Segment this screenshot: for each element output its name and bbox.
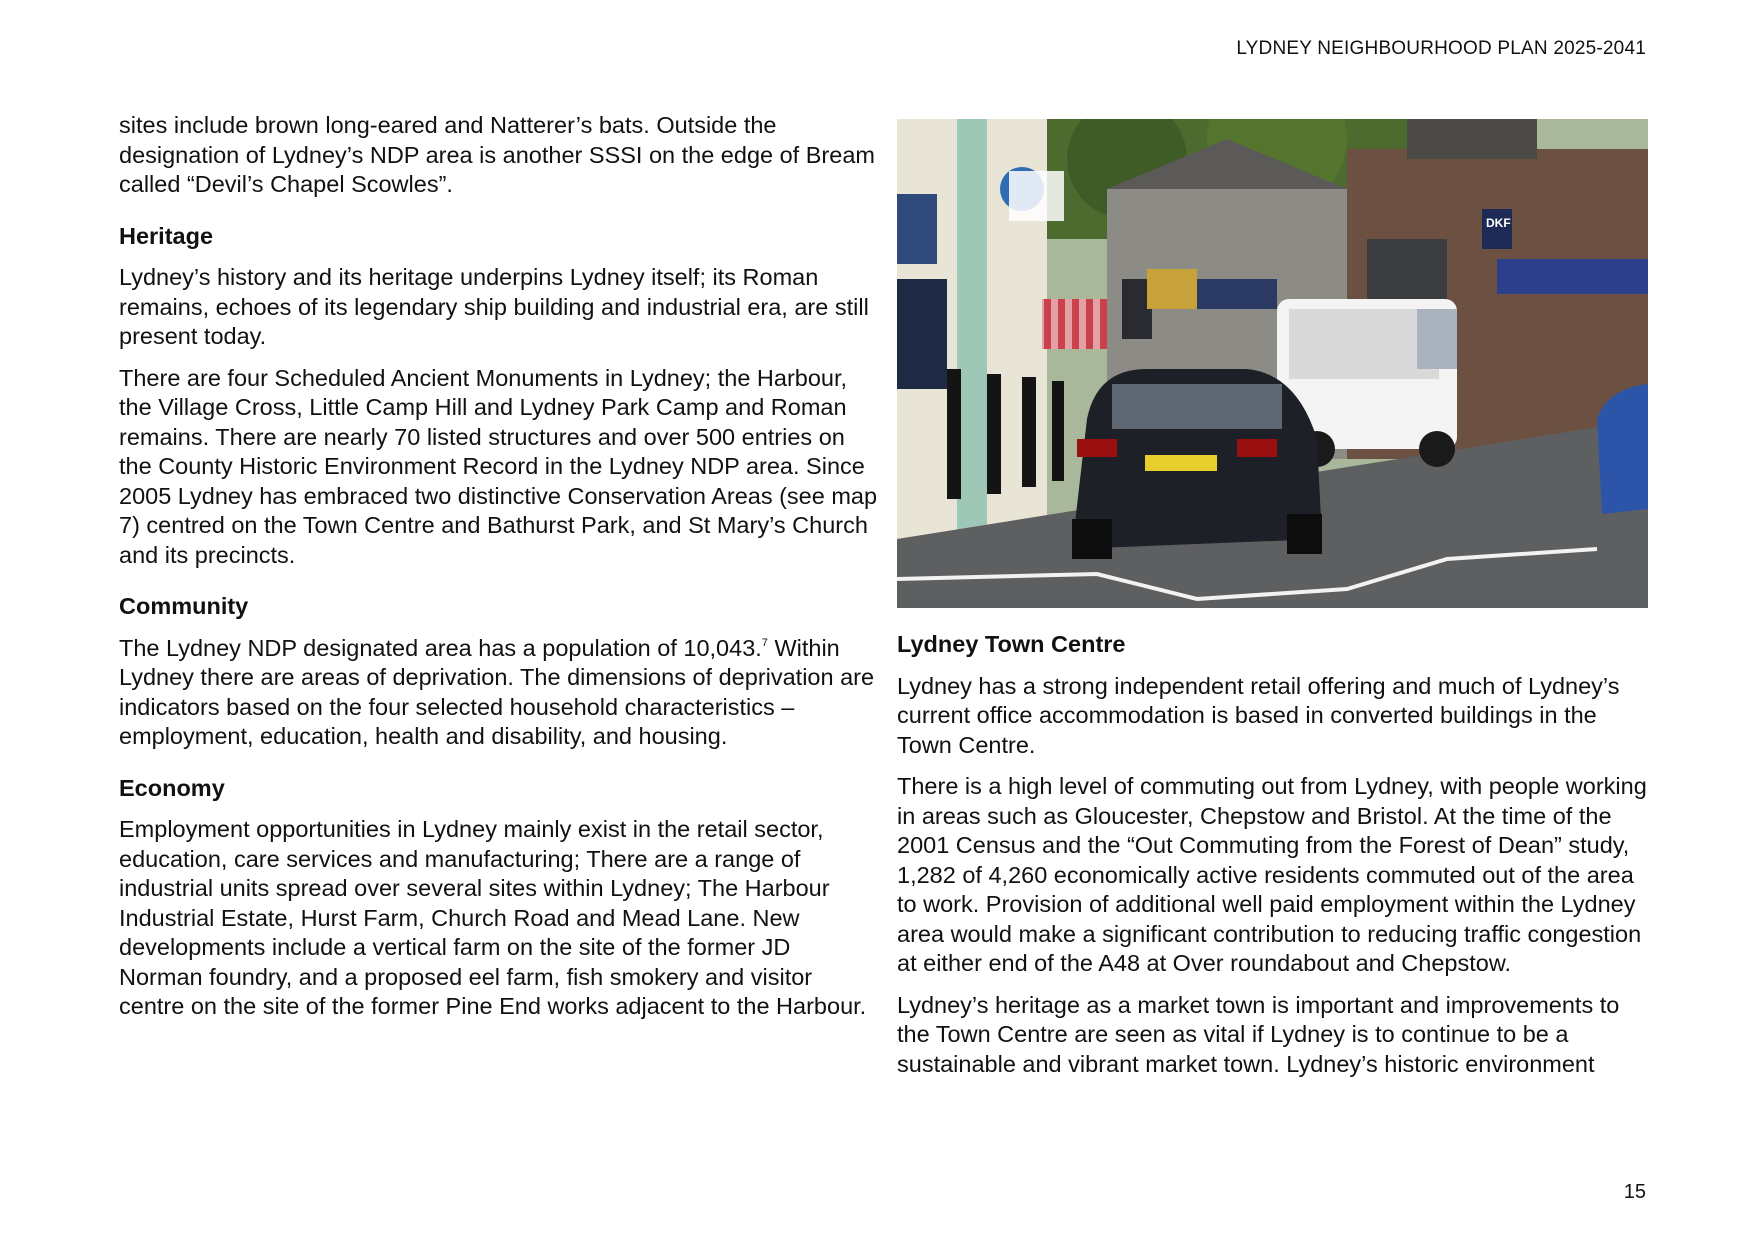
community-text: The Lydney NDP designated area has a population of 10,043. [119,634,762,661]
town-centre-photo [897,119,1648,608]
town-centre-heading: Lydney Town Centre [897,631,1126,657]
heritage-paragraph-1: Lydney’s history and its heritage underpins Lydney itself; its Roman remains, echoes of its legendary ship building and industrial era, are still present today. [119,264,869,349]
intro-paragraph: sites include brown long-eared and Natterer’s bats. Outside the designation of Lydney’s NDP area is another SSSI on the edge of Bream called “Devil’s Chapel Scowles”. [119,112,875,197]
street-scene-illustration [897,119,1648,608]
town-centre-paragraph-2: There is a high level of commuting out from Lydney, with people working in areas such as Gloucester, Chepstow and Bristol. At the time of the 2001 Census and the “Out Commuting from the Forest of Dean” study, 1,282 of 4,260 economically active residents commuted out of the area to work. Provision of additional well paid employment within the Lydney area would make a significant contribution to reducing traffic congestion at either end of the A48 at Over roundabout and Chepstow. [897,773,1647,976]
heritage-heading: Heritage [119,222,214,249]
page-number: 15 [1623,1181,1646,1203]
community-heading: Community [119,593,249,619]
economy-paragraph: Employment opportunities in Lydney mainly exist in the retail sector, education, care services and manufacturing; There are a range of industrial units spread over several sites within Lydney; The Harbour Industrial Estate, Hurst Farm, Church Road and Mead Lane. New developments include a vertical farm on the site of the former JD Norman foundry, and a proposed eel farm, fish smokery and visitor centre on the site of the former Pine End works adjacent to the Harbour. [119,816,867,1019]
community-paragraph [119,634,879,752]
town-centre-paragraph-3: Lydney’s heritage as a market town is important and improvements to the Town Centre are seen as vital if Lydney is to continue to be a sustainable and vibrant market town. Lydney’s historic environment [897,991,1620,1077]
right-column [897,111,1657,1091]
economy-heading: Economy [119,774,225,801]
shop-sign-text: DKF [1486,216,1511,230]
left-column [119,111,879,1034]
heritage-paragraph-2: There are four Scheduled Ancient Monuments in Lydney; the Harbour, the Village Cross, Little Camp Hill and Lydney Park Camp and Roman remains. There are nearly 70 listed structures and over 500 entries on the County Historic Environment Record in the Lydney NDP area. Since 2005 Lydney has embraced two distinctive Conservation Areas (see map 7) centred on the Town Centre and Bathurst Park, and St Mary’s Church and its precincts. [119,364,878,568]
footnote-reference[interactable]: 7 [761,636,768,649]
community-text-rest: Within Lydney there are areas of deprivation. The dimensions of deprivation are indicators based on the four selected household characteristics – employment, education, health and disability, and housing. [119,634,875,749]
town-centre-paragraph-1: Lydney has a strong independent retail offering and much of Lydney’s current office accommodation is based in converted buildings in the Town Centre. [897,672,1620,758]
running-header: LYDNEY NEIGHBOURHOOD PLAN 2025-2041 [1236,38,1646,59]
